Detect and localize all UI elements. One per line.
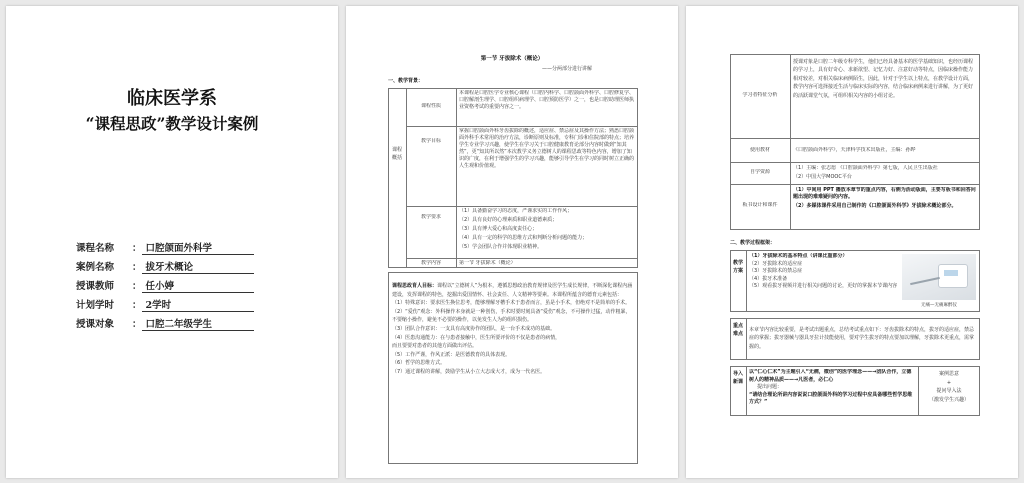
section-subheading: ——分两部分进行讲解 [542,66,593,72]
intro-method-item: （激发学生兴趣） [928,396,969,403]
row-text-content: 第一节 牙拔除术（概论） [459,260,516,266]
board-item: （2）多媒体课件采用自己制作的《口腔颌面外科学》牙拔除术概论部分。 [793,203,957,209]
intro-text: 以“仁心仁术”为主题引入“无痛，微创”的医学理念——→团队合作，立德树人的精神品质——→凡医者，必仁心 [749,369,912,383]
ideology-item: （1）特殊意识：要求医生换位思考，能够理解牙槽手术于患者而言，虽是小手术，但绝对不是简单的手术。 [392,300,631,307]
field-teacher: 授课教师 ： 任小婷 [76,278,254,292]
intro-question: “请结合理论所讲内容说说口腔颌面外科的学习过程中应具备哪些哲学思维方式？” [749,391,913,406]
row-label-resources: 自学资源 [749,169,770,175]
row-label-nature: 课程性质 [420,103,441,109]
overview-label: 课程概括 [391,147,402,161]
field-label: 授课教师 [76,281,115,292]
ideology-content [392,282,634,462]
field-course: 课程名称 ： 口腔颌面外科学 [76,240,254,254]
ideology-item: （7）通过课程的讲解，鼓励学生从小立大志成大才，成为一代名医。 [392,368,546,375]
key-label: 重点难点 [732,323,743,337]
section-heading: 第一节 牙拔除术（概论） [480,56,544,62]
req-item: （2）具有良好的心理素质和职业道德素质； [459,217,558,223]
plan-item: （4）拔牙术准备 [749,275,788,282]
field-hours: 计划学时 ： 2学时 [76,297,254,311]
intro-method-item: + [946,379,952,386]
row-text-goal: 掌握口腔颌面外科牙齿拔除的概述，适应症、禁忌症及其操作方法；熟悉口腔颌面外科手术常用的治疗方法，诊断原则及标准，专科门诊和住院部的特点；培养学生专业学习兴趣，使学生在学习关于口腔健康教育论部分内容时做到“知其然”，更“知其所以然”本次教学义务立德树人的课程思政等特色内容，增加了知识的广度，在利于增强学生的学习兴趣，能够引导学生在学习的同时树立正确的人生观和价值观。 [459,128,635,169]
intro-method [920,370,978,404]
field-case: 案例名称 ： 拔牙术概论 [76,259,254,273]
row-board-list [793,187,977,229]
row-text-learner: 授课对象是口腔二年级专科学生，他们已经具备基本的医学基础知识，也经历课程的学习上，具有好奇心、求新欲望、记忆力好、注意好动等特点，因临床操作能力相对较差，对相关临床病例陌生，因此，针对于学生以上特点，在教学设计方面，教学内容可选择接近生活与临床实际的内容，结合临床病例来进行讲解，为了更好的活跃课堂气氛，可组织相关内容的小组讨论。 [793,59,974,99]
plan-item: （3）牙拔除术的禁忌症 [749,268,803,275]
intro-method-item: 提问导入法 [936,388,962,394]
row-label-learner: 学习者特征分析 [742,92,778,98]
plan-item: （2）牙拔除术的适应症 [749,260,803,267]
process-title: 二、教学过程框架： [730,240,776,246]
board-item: （1）中间用 PPT 播放本章节的重点内容，右侧为活动版面，主要写板书和回答问题出现的难难疑问的内容。 [793,187,976,200]
row-label-content: 教学内容 [420,260,441,266]
intro-label: 导入新课 [732,371,743,385]
field-value: 拔牙术概论 [142,259,254,274]
device-image [902,254,976,300]
key-text: 本章节内容比较重要，是考试出题重点，总结考试重点如下：牙齿拔除术的特点，拔牙的适应症，禁忌症的掌握；拔牙器械与器具牙拉计技能使用，要对学生拔牙的特点要加以理解，牙拔除术更重点，需掌握的。 [749,327,975,350]
req-item: （1）具备勤奋学习的态度，严谨求实的工作作风； [459,208,573,214]
field-value: 口腔二年级学生 [142,316,254,331]
field-label: 授课对象 [76,319,115,330]
row-text-nature: 本课程是口腔医学专业核心课程（口腔内科学、口腔颌面外科学、口腔修复学、口腔解剖生理学、口腔组织病理学、口腔预防医学）之一，也是口腔助理医师执业资格考试的重要内容之一。 [459,90,635,110]
ideology-item: （3）团队合作意识：一支具有高度协作的团队，是一台手术成功的基础。 [392,325,556,332]
field-audience: 授课对象 ： 口腔二年级学生 [76,316,254,330]
field-value: 任小婷 [142,278,254,293]
field-label: 课程名称 [76,243,115,254]
req-item: （4）具有一定的科学的思维方式和判断分析问题的能力； [459,235,588,241]
row-label-goal: 教学目标 [420,138,441,144]
ideology-title: 课程思政育人目标： [392,283,438,289]
plan-list [749,253,899,291]
intro-method-item: 案例思意 [938,371,959,377]
row-req-list [459,208,635,258]
ideology-item: （2）“爱伤”观念：外科操作本身就是一种创伤，手术时要时刻具备“爱伤”观念，不可操作过猛，动作粗暴，不要缩小操作，避免不必要的操作，以免发生人为的组织损伤。 [392,308,631,324]
row-label-textbook: 使用教材 [749,147,770,153]
device-caption: 无痛—无痛麻醉仪 [921,303,957,308]
req-item: （3）具有博大爱心和高度责任心； [459,226,538,232]
cover-page [6,6,338,478]
ideology-item: （4）医患沟通能力：在与患者接触中，医生所要评价的不仅是患者的病情， [392,334,561,341]
cover-title-line2: “课程思政”教学设计案例 [85,114,259,133]
row-text-textbook: 《口腔颌面外科学》，天津科学技术出版社，主编：孙晔 [793,147,916,153]
intro-content [749,369,915,407]
ideology-intro: 课程以“立德树人”为根本，遵循思想政治教育规律及医学生成长规律，不断深化课程内涵建设，发挥课程的特色，挖掘出爱国情怀、社会责任、人文精神等要素。本课程所蕴含的德育元素包括： [392,283,633,298]
field-value: 2学时 [142,297,254,312]
field-label: 计划学时 [76,300,115,311]
resource-item: （2）中国大学MOOC平台 [793,174,852,180]
field-label: 案例名称 [76,262,115,273]
ideology-item: （6）哲学的思维方式。 [392,360,446,367]
ideology-item: 而且要要对患者的其他方面做出评估。 [392,343,478,350]
cover-title-line1: 临床医学系 [127,88,217,109]
intro-question-label: 提出问题： [757,384,783,391]
plan-item: （1）牙拔除术的基本特点（讲课比重部分） [749,253,848,259]
resource-item: （1）主编：张志愿 《口腔颌面外科学》第七版，人民卫生出版社 [793,165,938,171]
ideology-item: （5）工作严谨，作风正派：是医德教育的具体表现。 [392,351,511,358]
plan-label: 教学方案 [732,260,743,274]
field-value: 口腔颌面外科学 [142,240,254,255]
design-page-2 [686,6,1018,478]
row-resources-list [793,165,977,181]
design-page-1 [346,6,678,478]
row-label-board: 板书设计和课件 [742,202,778,208]
row-label-req: 教学要求 [420,214,441,220]
background-title: 一、教学背景： [388,78,424,84]
plan-item: （5）观看拔牙视频并进行相关问题的讨论，更好的掌握本节课内容 [749,283,898,290]
req-item: （5）学会团队合作并体现职业精神。 [459,244,543,250]
